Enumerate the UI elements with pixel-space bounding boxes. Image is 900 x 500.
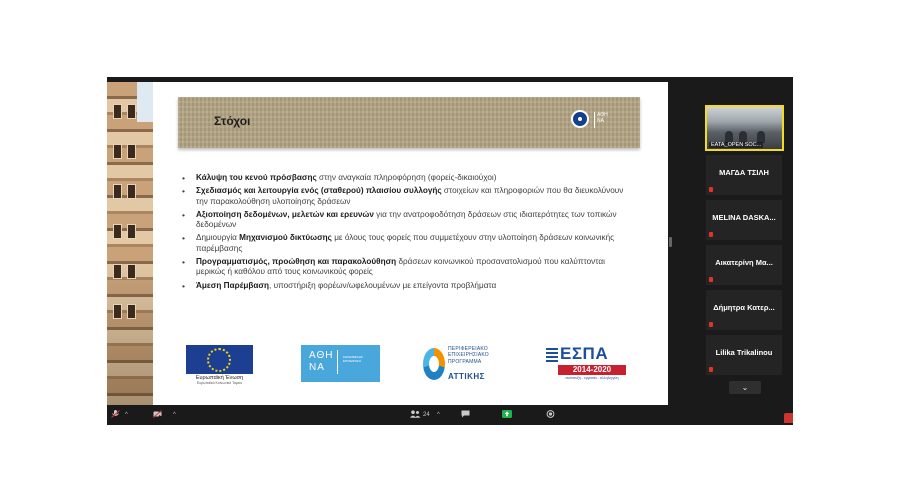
goal-bold: Μηχανισμού δικτύωσης: [239, 233, 332, 243]
audio-options-caret[interactable]: ^: [125, 412, 128, 418]
attiki-mark-icon: [423, 348, 445, 380]
athina-mini-logo-line: ΑΘΗ: [597, 112, 608, 118]
espa-tagline: ανάπτυξη - εργασία - αλληλεγγύη: [565, 376, 619, 380]
eu-logo: [186, 345, 253, 387]
end-meeting-button[interactable]: [784, 413, 793, 423]
goal-item: [181, 173, 627, 183]
goal-text: με όλους τους φορείς που συμμετέχουν στην υλοποίηση δράσεων κοινωνικής παρέμβασης: [196, 233, 615, 253]
window-decoration: [127, 264, 136, 279]
goal-bold: Προγραμματισμός, προώθηση και παρακολούθηση: [196, 257, 397, 267]
window-decoration: [113, 144, 122, 159]
athina-word: [309, 350, 338, 374]
athina-mini-logo-line: ΝΑ: [597, 118, 604, 124]
participant-name: Δήμητρα Κατερ...: [713, 303, 775, 312]
eu-stars-icon: [207, 348, 231, 372]
participant-panel: [705, 105, 785, 395]
meeting-toolbar: [107, 405, 793, 425]
goal-bold: Άμεση Παρέμβαση: [196, 280, 270, 290]
goal-text: στοιχείων και πληροφοριών που θα διευκολύνουν την παρακολούθηση υλοποίησης δράσεων: [196, 186, 624, 206]
athina-logo: [301, 345, 380, 382]
muted-mic-icon: [709, 187, 713, 192]
active-speaker-tile[interactable]: [705, 105, 784, 151]
sky-strip: [137, 82, 153, 122]
goals-list: [181, 173, 627, 294]
participant-name: ΜΑΓΔΑ ΤΣΙΛΗ: [719, 168, 769, 177]
video-options-caret[interactable]: ^: [173, 412, 176, 418]
goal-bold: Αξιοποίηση δεδομένων, μελετών και ερευνών: [196, 209, 374, 219]
window-decoration: [113, 304, 122, 319]
espa-logo: [546, 346, 628, 384]
slide-title: Στόχοι: [214, 114, 251, 128]
goal-item: [181, 281, 627, 291]
goal-item: [181, 210, 627, 231]
athina-mini-logo: [594, 112, 619, 128]
panel-resize-handle[interactable]: [669, 237, 672, 247]
window-decoration: [127, 184, 136, 199]
attiki-line: ΠΕΡΙΦΕΡΕΙΑΚΟ: [448, 346, 488, 352]
share-screen-icon[interactable]: [502, 410, 512, 418]
stop-video-icon[interactable]: [153, 410, 162, 418]
participant-count: 24: [423, 412, 430, 418]
more-participants-button[interactable]: ⌄: [729, 381, 761, 394]
eu-flag-icon: [186, 345, 253, 374]
window-decoration: [127, 104, 136, 119]
muted-mic-icon: [709, 232, 713, 237]
athina-word-line: ΑΘΗ: [309, 350, 334, 361]
window-decoration: [113, 224, 122, 239]
chat-icon[interactable]: [461, 410, 470, 418]
participant-tile[interactable]: [706, 200, 782, 240]
goal-text: δράσεων κοινωνικού προσανατολισμού που καλύπτονται μερικώς ή καθόλου από τους κοινωνικούς φορείς: [196, 257, 605, 277]
goal-item: [181, 257, 627, 278]
athina-word-line: ΝΑ: [309, 362, 325, 373]
eu-label: Ευρωπαϊκή Ένωση: [195, 375, 244, 381]
espa-years: 2014-2020: [558, 365, 626, 375]
muted-mic-icon: [709, 322, 713, 327]
muted-mic-icon: [709, 367, 713, 372]
window-decoration: [127, 144, 136, 159]
goal-item: [181, 186, 627, 207]
goal-item: [181, 233, 627, 254]
participant-name: MELINA DASKA...: [712, 213, 776, 222]
shared-slide: [107, 82, 668, 405]
espa-word: ΕΣΠΑ: [560, 344, 609, 363]
attiki-name: ΑΤΤΙΚΗΣ: [448, 372, 485, 381]
goal-text: στην αναγκαία πληροφόρηση (φορείς-δικαιούχοι): [316, 173, 497, 182]
building-photo: [107, 82, 153, 405]
attiki-line: ΠΡΟΓΡΑΜΜΑ: [448, 358, 482, 365]
goal-text: , υποστήριξη φορέων/ωφελουμένων με επείγοντα προβλήματα: [269, 280, 497, 290]
emblem-icon: [571, 110, 589, 128]
window-decoration: [113, 184, 122, 199]
window-decoration: [113, 104, 122, 119]
goal-text: για την ανατροφοδότηση δράσεων στις ιδιαιτερότητες των τοπικών δεδομένων: [196, 209, 617, 230]
meeting-window: [107, 77, 793, 425]
eu-sub-label: Ευρωπαϊκό Κοινωνικό Ταμείο: [196, 381, 243, 385]
participants-caret[interactable]: ^: [437, 412, 440, 418]
participant-tile[interactable]: [706, 155, 782, 195]
attiki-text: [448, 346, 489, 365]
participant-tile[interactable]: [706, 290, 782, 330]
speaker-name: EATA_OPEN SOC...: [711, 142, 762, 148]
muted-mic-icon: [709, 277, 713, 282]
window-decoration: [113, 264, 122, 279]
participants-icon[interactable]: [410, 410, 421, 418]
record-icon[interactable]: [546, 410, 555, 418]
goal-bold: Σχεδιασμός και λειτουργία ενός (σταθερού) πλαισίου συλλογής: [196, 186, 442, 196]
athina-small-text: ΚΟΙΝΩΦΕΛΗΣ ΕΠΙΧΕΙΡΗΣΗ: [343, 355, 363, 363]
goal-text: Δημιουργία: [196, 233, 240, 243]
participant-name: Lilika Trikalinou: [715, 348, 773, 357]
slide-title-banner: [178, 97, 640, 148]
participant-name: Αικατερίνη Μα...: [715, 258, 773, 267]
attiki-line: ΕΠΙΧΕΙΡΗΣΙΑΚΟ: [448, 352, 489, 359]
attiki-logo: [423, 344, 497, 388]
participant-tile[interactable]: [706, 245, 782, 285]
participant-tile[interactable]: [706, 335, 782, 375]
mute-mic-icon[interactable]: [111, 410, 120, 418]
window-decoration: [127, 304, 136, 319]
goal-bold: Κάλυψη του κενού πρόσβασης: [196, 173, 317, 182]
greek-flag-icon: [546, 348, 558, 362]
window-decoration: [127, 224, 136, 239]
